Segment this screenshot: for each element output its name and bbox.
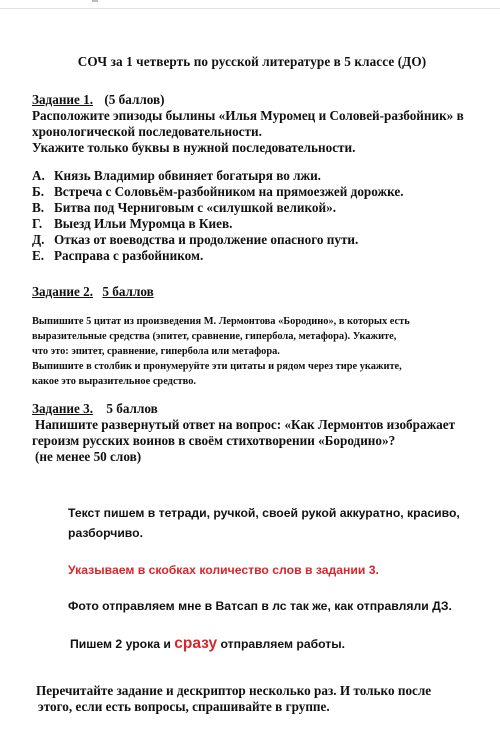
instruction-word-count: Указываем в скобках количество слов в задании 3. — [68, 563, 379, 577]
task-2-points: 5 баллов — [102, 284, 154, 299]
episode-letter: В. — [32, 200, 45, 215]
episode-text: Встреча с Соловьём-разбойником на прямоезжей дорожке. — [54, 184, 404, 199]
document-title: СОЧ за 1 четверть по русской литературе в 5 классе (ДО) — [77, 54, 427, 69]
episode-text: Выезд Ильи Муромца в Киев. — [54, 216, 233, 231]
task-1-line: Укажите только буквы в нужной последовательности. — [32, 140, 356, 155]
episode-text: Расправа с разбойником. — [54, 248, 204, 263]
episode-text: Князь Владимир обвиняет богатыря во лжи. — [54, 168, 321, 183]
episode-item — [32, 200, 472, 216]
instruction-send-work-post: отправляем работы. — [217, 637, 346, 651]
instruction-send-work — [70, 635, 472, 653]
episode-item — [32, 184, 472, 200]
episode-letter: Д. — [32, 232, 45, 247]
task-3-line: (не менее 50 слов) — [35, 449, 142, 464]
footer-line: этого, если есть вопросы, спрашивайте в группе. — [38, 699, 330, 714]
task-2-line: Выпишите в столбик и пронумеруйте эти цитаты и рядом через тире укажите, — [32, 361, 402, 372]
task-2-line: Выпишите 5 цитат из произведения М. Лермонтова «Бородино», в которых есть — [32, 316, 410, 327]
task-1-line: хронологической последовательности. — [32, 124, 262, 139]
episode-letter: Г. — [32, 216, 43, 231]
episode-letter: Б. — [32, 184, 45, 199]
document-page — [32, 54, 472, 715]
episode-text: Отказ от воеводства и продолжение опасного пути. — [54, 232, 359, 247]
task-1-episode-list — [32, 168, 472, 264]
instruction-emphasis: сразу — [174, 635, 218, 652]
task-3-line: героизм русских воинов в своём стихотворении «Бородино»? — [32, 433, 396, 448]
instruction-handwriting-line: Текст пишем в тетради, ручкой, своей рукой аккуратно, красиво, — [68, 506, 460, 520]
task-2-heading — [32, 284, 472, 300]
task-3-label: Задание 3. — [32, 401, 94, 416]
episode-letter: Е. — [32, 248, 45, 263]
task-1 — [32, 92, 472, 264]
episode-item — [32, 168, 472, 184]
instructions-block — [32, 503, 472, 653]
episode-letter: А. — [32, 168, 45, 183]
task-2-body — [32, 314, 472, 389]
top-bar — [0, 0, 500, 9]
footer-note — [32, 683, 472, 715]
episode-text: Битва под Черниговым с «силушкой великой». — [54, 200, 336, 215]
instruction-handwriting — [68, 503, 472, 543]
task-2-line: выразительные средства (эпитет, сравнение, гипербола, метафора). Укажите, — [32, 331, 397, 342]
task-1-points: (5 баллов) — [104, 92, 165, 107]
task-2 — [32, 284, 472, 389]
task-2-line: что это: эпитет, сравнение, гипербола или метафора. — [32, 346, 280, 357]
task-1-label: Задание 1. — [32, 92, 94, 107]
task-3-points: 5 баллов — [106, 401, 158, 416]
task-3 — [32, 401, 472, 465]
instruction-send-work-pre: Пишем 2 урока и — [70, 637, 175, 651]
task-1-heading — [32, 92, 472, 108]
task-2-line: какое это выразительное средство. — [32, 376, 196, 387]
task-3-heading — [32, 401, 472, 417]
task-1-line: Расположите эпизоды былины «Илья Муромец и Соловей-разбойник» в — [32, 108, 464, 123]
task-2-label: Задание 2. — [32, 284, 94, 299]
footer-line: Перечитайте задание и дескриптор несколько раз. И только после — [36, 683, 432, 698]
instruction-send-photo: Фото отправляем мне в Ватсап в лс так же, как отправляли ДЗ. — [68, 599, 452, 613]
task-3-line: Напишите развернутый ответ на вопрос: «Как Лермонтов изображает — [35, 417, 456, 432]
episode-item — [32, 248, 472, 264]
episode-item — [32, 232, 472, 248]
instruction-handwriting-line: разборчиво. — [68, 526, 143, 540]
episode-item — [32, 216, 472, 232]
top-bar-mark — [92, 0, 98, 2]
